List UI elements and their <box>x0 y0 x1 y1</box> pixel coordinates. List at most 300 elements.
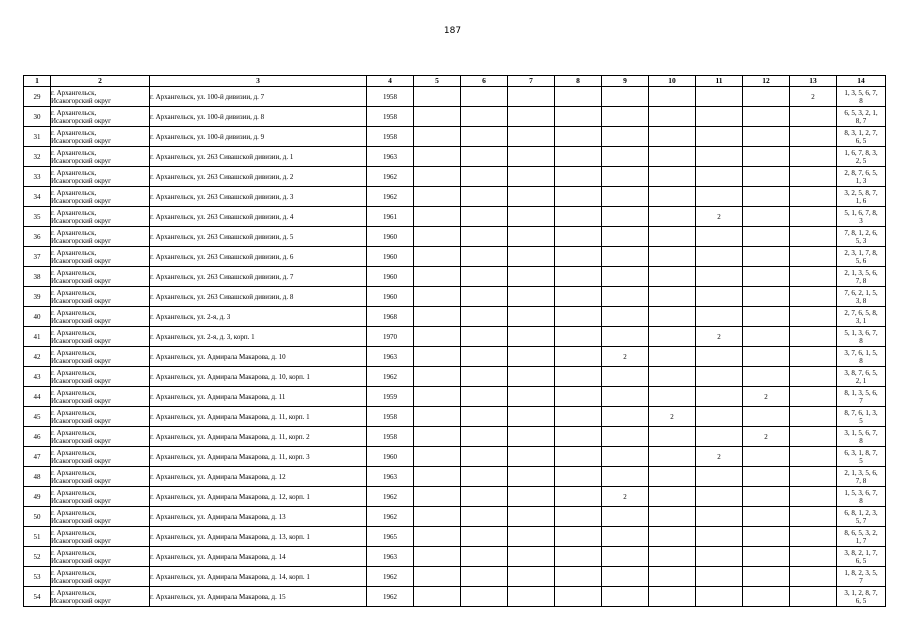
sequence-cell <box>837 87 886 107</box>
sequence-line: 3, 8, 7, 6, 5, <box>844 368 878 377</box>
sequence-cell <box>837 127 886 147</box>
district-line: г. Архангельск, <box>51 508 97 517</box>
district-line: Исакогорский округ <box>51 496 112 505</box>
column-10-cell <box>649 507 696 527</box>
column-5-cell <box>414 527 461 547</box>
district-cell <box>51 307 150 327</box>
column-11-cell <box>696 367 743 387</box>
column-13-cell <box>790 167 837 187</box>
sequence-line: 2, 5 <box>855 156 867 165</box>
address-cell: г. Архангельск, ул. 263 Сивашской дивизии, д. 5 <box>150 227 367 247</box>
column-11-cell <box>696 107 743 127</box>
sequence-line: 7 <box>859 396 863 405</box>
column-8-cell <box>555 467 602 487</box>
column-11-cell: 2 <box>696 207 743 227</box>
table-row <box>24 107 886 127</box>
column-5-cell <box>414 227 461 247</box>
district-cell <box>51 267 150 287</box>
column-5-cell <box>414 267 461 287</box>
column-header-5: 5 <box>414 76 461 87</box>
column-10-cell <box>649 167 696 187</box>
column-5-cell <box>414 367 461 387</box>
column-6-cell <box>461 287 508 307</box>
table-row <box>24 587 886 607</box>
district-line: Исакогорский округ <box>51 256 112 265</box>
column-8-cell <box>555 507 602 527</box>
address-cell: г. Архангельск, ул. 263 Сивашской дивизии, д. 7 <box>150 267 367 287</box>
district-line: г. Архангельск, <box>51 428 97 437</box>
column-6-cell <box>461 467 508 487</box>
column-13-cell: 2 <box>790 87 837 107</box>
column-11-cell <box>696 227 743 247</box>
column-12-cell <box>743 227 790 247</box>
row-number: 48 <box>24 467 51 487</box>
row-number: 47 <box>24 447 51 467</box>
address-cell: г. Архангельск, ул. Адмирала Макарова, д. 11 <box>150 387 367 407</box>
column-7-cell <box>508 127 555 147</box>
sequence-line: 2, 1, 3, 5, 6, <box>844 268 878 277</box>
district-line: Исакогорский округ <box>51 136 112 145</box>
column-6-cell <box>461 307 508 327</box>
district-line: г. Архангельск, <box>51 88 97 97</box>
table-row <box>24 367 886 387</box>
column-10-cell <box>649 307 696 327</box>
year-cell: 1958 <box>367 427 414 447</box>
column-8-cell <box>555 347 602 367</box>
column-10-cell <box>649 287 696 307</box>
column-8-cell <box>555 427 602 447</box>
sequence-cell <box>837 227 886 247</box>
column-5-cell <box>414 147 461 167</box>
table-row <box>24 407 886 427</box>
year-cell: 1968 <box>367 307 414 327</box>
column-7-cell <box>508 107 555 127</box>
column-9-cell <box>602 447 649 467</box>
column-11-cell <box>696 587 743 607</box>
column-9-cell <box>602 287 649 307</box>
year-cell: 1958 <box>367 107 414 127</box>
column-7-cell <box>508 87 555 107</box>
sequence-cell <box>837 347 886 367</box>
row-number: 35 <box>24 207 51 227</box>
column-9-cell <box>602 307 649 327</box>
column-5-cell <box>414 427 461 447</box>
column-7-cell <box>508 467 555 487</box>
column-7-cell <box>508 307 555 327</box>
district-line: г. Архангельск, <box>51 448 97 457</box>
column-7-cell <box>508 367 555 387</box>
sequence-cell <box>837 467 886 487</box>
sequence-cell <box>837 427 886 447</box>
table-row <box>24 267 886 287</box>
column-13-cell <box>790 207 837 227</box>
column-7-cell <box>508 187 555 207</box>
column-8-cell <box>555 487 602 507</box>
column-9-cell <box>602 507 649 527</box>
column-10-cell <box>649 387 696 407</box>
district-cell <box>51 247 150 267</box>
table-row <box>24 507 886 527</box>
column-7-cell <box>508 167 555 187</box>
column-6-cell <box>461 587 508 607</box>
column-13-cell <box>790 127 837 147</box>
column-12-cell <box>743 447 790 467</box>
address-cell: г. Архангельск, ул. Адмирала Макарова, д. 15 <box>150 587 367 607</box>
district-cell <box>51 507 150 527</box>
district-line: Исакогорский округ <box>51 536 112 545</box>
column-5-cell <box>414 467 461 487</box>
column-8-cell <box>555 267 602 287</box>
district-line: Исакогорский округ <box>51 596 112 605</box>
table-row <box>24 207 886 227</box>
column-header-14: 14 <box>837 76 886 87</box>
district-cell <box>51 87 150 107</box>
year-cell: 1962 <box>367 167 414 187</box>
sequence-line: 6, 8, 1, 2, 3, <box>844 508 878 517</box>
column-6-cell <box>461 507 508 527</box>
column-7-cell <box>508 567 555 587</box>
address-cell: г. Архангельск, ул. 263 Сивашской дивизии, д. 8 <box>150 287 367 307</box>
column-12-cell <box>743 507 790 527</box>
column-7-cell <box>508 487 555 507</box>
sequence-line: 8, 1, 3, 5, 6, <box>844 388 878 397</box>
column-6-cell <box>461 207 508 227</box>
column-7-cell <box>508 447 555 467</box>
column-6-cell <box>461 167 508 187</box>
column-header-8: 8 <box>555 76 602 87</box>
row-number: 40 <box>24 307 51 327</box>
table-row <box>24 227 886 247</box>
sequence-line: 1, 3, 5, 6, 7, <box>844 88 878 97</box>
table-row <box>24 327 886 347</box>
column-header-3: 3 <box>150 76 367 87</box>
sequence-line: 3, 1, 2, 8, 7, <box>844 588 878 597</box>
column-11-cell: 2 <box>696 447 743 467</box>
district-cell <box>51 107 150 127</box>
address-cell: г. Архангельск, ул. Адмирала Макарова, д. 10, корп. 1 <box>150 367 367 387</box>
row-number: 41 <box>24 327 51 347</box>
sequence-line: 7, 8, 1, 2, 6, <box>844 228 878 237</box>
table-row <box>24 87 886 107</box>
column-11-cell <box>696 407 743 427</box>
column-6-cell <box>461 527 508 547</box>
district-line: г. Архангельск, <box>51 188 97 197</box>
column-12-cell <box>743 127 790 147</box>
column-12-cell <box>743 487 790 507</box>
column-12-cell <box>743 267 790 287</box>
district-cell <box>51 527 150 547</box>
sequence-cell <box>837 487 886 507</box>
column-13-cell <box>790 187 837 207</box>
sequence-line: 8, 7 <box>855 116 867 125</box>
column-11-cell <box>696 267 743 287</box>
row-number: 34 <box>24 187 51 207</box>
sequence-cell <box>837 387 886 407</box>
column-6-cell <box>461 227 508 247</box>
column-9-cell <box>602 427 649 447</box>
district-line: Исакогорский округ <box>51 216 112 225</box>
district-line: г. Архангельск, <box>51 308 97 317</box>
column-10-cell <box>649 527 696 547</box>
column-5-cell <box>414 207 461 227</box>
column-13-cell <box>790 327 837 347</box>
sequence-cell <box>837 187 886 207</box>
column-6-cell <box>461 267 508 287</box>
year-cell: 1960 <box>367 287 414 307</box>
column-12-cell <box>743 107 790 127</box>
sequence-line: 8 <box>859 96 863 105</box>
district-cell <box>51 187 150 207</box>
column-12-cell <box>743 187 790 207</box>
column-header-7: 7 <box>508 76 555 87</box>
sequence-cell <box>837 447 886 467</box>
column-8-cell <box>555 247 602 267</box>
column-10-cell <box>649 467 696 487</box>
column-9-cell <box>602 227 649 247</box>
sequence-cell <box>837 527 886 547</box>
year-cell: 1962 <box>367 507 414 527</box>
column-8-cell <box>555 327 602 347</box>
sequence-line: 7, 8 <box>855 276 867 285</box>
row-number: 38 <box>24 267 51 287</box>
sequence-line: 8, 7, 6, 1, 3, <box>844 408 878 417</box>
district-line: г. Архангельск, <box>51 528 97 537</box>
column-12-cell <box>743 527 790 547</box>
row-number: 50 <box>24 507 51 527</box>
address-cell: г. Архангельск, ул. 263 Сивашской дивизии, д. 2 <box>150 167 367 187</box>
row-number: 29 <box>24 87 51 107</box>
district-cell <box>51 447 150 467</box>
address-cell: г. Архангельск, ул. 263 Сивашской дивизии, д. 4 <box>150 207 367 227</box>
column-7-cell <box>508 387 555 407</box>
column-9-cell: 2 <box>602 347 649 367</box>
column-12-cell <box>743 147 790 167</box>
table-row <box>24 307 886 327</box>
sequence-line: 3, 1 <box>855 316 867 325</box>
district-line: Исакогорский округ <box>51 476 112 485</box>
sequence-cell <box>837 167 886 187</box>
column-9-cell <box>602 527 649 547</box>
column-header-13: 13 <box>790 76 837 87</box>
column-9-cell <box>602 187 649 207</box>
column-12-cell <box>743 467 790 487</box>
header-row <box>24 76 886 87</box>
year-cell: 1958 <box>367 407 414 427</box>
district-line: Исакогорский округ <box>51 456 112 465</box>
row-number: 44 <box>24 387 51 407</box>
sequence-cell <box>837 207 886 227</box>
column-6-cell <box>461 547 508 567</box>
district-line: Исакогорский округ <box>51 236 112 245</box>
column-9-cell <box>602 407 649 427</box>
sequence-line: 6, 5 <box>855 596 867 605</box>
column-7-cell <box>508 227 555 247</box>
column-10-cell <box>649 267 696 287</box>
column-5-cell <box>414 547 461 567</box>
address-cell: г. Архангельск, ул. Адмирала Макарова, д. 14, корп. 1 <box>150 567 367 587</box>
table-body <box>24 87 886 607</box>
sequence-cell <box>837 407 886 427</box>
district-line: г. Архангельск, <box>51 468 97 477</box>
column-6-cell <box>461 367 508 387</box>
column-12-cell: 2 <box>743 427 790 447</box>
year-cell: 1960 <box>367 447 414 467</box>
column-7-cell <box>508 507 555 527</box>
sequence-line: 7 <box>859 576 863 585</box>
address-cell: г. Архангельск, ул. Адмирала Макарова, д. 13, корп. 1 <box>150 527 367 547</box>
address-cell: г. Архангельск, ул. Адмирала Макарова, д. 13 <box>150 507 367 527</box>
district-cell <box>51 327 150 347</box>
column-13-cell <box>790 287 837 307</box>
column-7-cell <box>508 327 555 347</box>
column-6-cell <box>461 407 508 427</box>
column-9-cell <box>602 547 649 567</box>
row-number: 32 <box>24 147 51 167</box>
column-9-cell <box>602 567 649 587</box>
column-11-cell <box>696 467 743 487</box>
year-cell: 1963 <box>367 467 414 487</box>
table-row <box>24 527 886 547</box>
row-number: 43 <box>24 367 51 387</box>
sequence-line: 3 <box>859 216 863 225</box>
table-row <box>24 247 886 267</box>
column-10-cell <box>649 587 696 607</box>
sequence-line: 2, 7, 6, 5, 8, <box>844 308 878 317</box>
column-8-cell <box>555 567 602 587</box>
address-cell: г. Архангельск, ул. 100-й дивизии, д. 7 <box>150 87 367 107</box>
district-line: г. Архангельск, <box>51 328 97 337</box>
year-cell: 1962 <box>367 367 414 387</box>
column-11-cell <box>696 307 743 327</box>
column-6-cell <box>461 147 508 167</box>
column-8-cell <box>555 407 602 427</box>
column-12-cell <box>743 567 790 587</box>
column-13-cell <box>790 147 837 167</box>
column-header-10: 10 <box>649 76 696 87</box>
table-row <box>24 347 886 367</box>
table-row <box>24 167 886 187</box>
column-12-cell <box>743 547 790 567</box>
column-12-cell <box>743 87 790 107</box>
column-8-cell <box>555 187 602 207</box>
address-cell: г. Архангельск, ул. 2-я, д. 3, корп. 1 <box>150 327 367 347</box>
table-row <box>24 487 886 507</box>
column-11-cell: 2 <box>696 327 743 347</box>
column-6-cell <box>461 347 508 367</box>
column-7-cell <box>508 287 555 307</box>
sequence-line: 8, 3, 1, 2, 7, <box>844 128 878 137</box>
sequence-line: 1, 6 <box>855 196 867 205</box>
year-cell: 1960 <box>367 267 414 287</box>
column-12-cell <box>743 587 790 607</box>
sequence-cell <box>837 267 886 287</box>
table-row <box>24 147 886 167</box>
row-number: 54 <box>24 587 51 607</box>
column-10-cell <box>649 347 696 367</box>
district-line: Исакогорский округ <box>51 176 112 185</box>
column-10-cell <box>649 367 696 387</box>
year-cell: 1958 <box>367 87 414 107</box>
district-line: Исакогорский округ <box>51 156 112 165</box>
district-line: г. Архангельск, <box>51 388 97 397</box>
sequence-line: 8 <box>859 356 863 365</box>
column-10-cell <box>649 227 696 247</box>
district-line: Исакогорский округ <box>51 96 112 105</box>
column-5-cell <box>414 287 461 307</box>
column-8-cell <box>555 87 602 107</box>
district-cell <box>51 167 150 187</box>
column-5-cell <box>414 107 461 127</box>
sequence-cell <box>837 507 886 527</box>
table-row <box>24 187 886 207</box>
column-5-cell <box>414 327 461 347</box>
column-11-cell <box>696 127 743 147</box>
sequence-line: 1, 7 <box>855 536 867 545</box>
address-cell: г. Архангельск, ул. Адмирала Макарова, д. 12, корп. 1 <box>150 487 367 507</box>
column-8-cell <box>555 527 602 547</box>
row-number: 36 <box>24 227 51 247</box>
sequence-line: 8 <box>859 496 863 505</box>
sequence-line: 3, 8, 2, 1, 7, <box>844 548 878 557</box>
district-cell <box>51 547 150 567</box>
table-row <box>24 387 886 407</box>
column-12-cell <box>743 347 790 367</box>
sequence-cell <box>837 547 886 567</box>
column-8-cell <box>555 307 602 327</box>
column-11-cell <box>696 247 743 267</box>
district-line: г. Архангельск, <box>51 548 97 557</box>
district-line: г. Архангельск, <box>51 268 97 277</box>
district-line: г. Архангельск, <box>51 108 97 117</box>
column-8-cell <box>555 227 602 247</box>
column-10-cell <box>649 207 696 227</box>
district-cell <box>51 407 150 427</box>
year-cell: 1961 <box>367 207 414 227</box>
column-8-cell <box>555 147 602 167</box>
district-line: г. Архангельск, <box>51 288 97 297</box>
page-number: 187 <box>443 26 462 36</box>
sequence-cell <box>837 327 886 347</box>
column-13-cell <box>790 447 837 467</box>
address-cell: г. Архангельск, ул. 263 Сивашской дивизии, д. 3 <box>150 187 367 207</box>
column-11-cell <box>696 527 743 547</box>
district-line: г. Архангельск, <box>51 588 97 597</box>
address-cell: г. Архангельск, ул. 100-й дивизии, д. 8 <box>150 107 367 127</box>
year-cell: 1960 <box>367 227 414 247</box>
district-line: г. Архангельск, <box>51 148 97 157</box>
year-cell: 1963 <box>367 147 414 167</box>
column-5-cell <box>414 187 461 207</box>
sequence-line: 6, 3, 1, 8, 7, <box>844 448 878 457</box>
row-number: 31 <box>24 127 51 147</box>
column-header-12: 12 <box>743 76 790 87</box>
sequence-line: 1, 8, 2, 3, 5, <box>844 568 878 577</box>
year-cell: 1962 <box>367 187 414 207</box>
district-line: г. Архангельск, <box>51 368 97 377</box>
sequence-line: 5, 7 <box>855 516 867 525</box>
district-line: Исакогорский округ <box>51 116 112 125</box>
sequence-line: 3, 2, 5, 8, 7, <box>844 188 878 197</box>
column-7-cell <box>508 147 555 167</box>
address-cell: г. Архангельск, ул. 263 Сивашской дивизии, д. 6 <box>150 247 367 267</box>
sequence-cell <box>837 307 886 327</box>
sequence-line: 8, 6, 5, 3, 2, <box>844 528 878 537</box>
district-cell <box>51 567 150 587</box>
column-8-cell <box>555 367 602 387</box>
sequence-line: 3, 7, 6, 1, 5, <box>844 348 878 357</box>
column-7-cell <box>508 427 555 447</box>
sequence-line: 2, 8, 7, 6, 5, <box>844 168 878 177</box>
